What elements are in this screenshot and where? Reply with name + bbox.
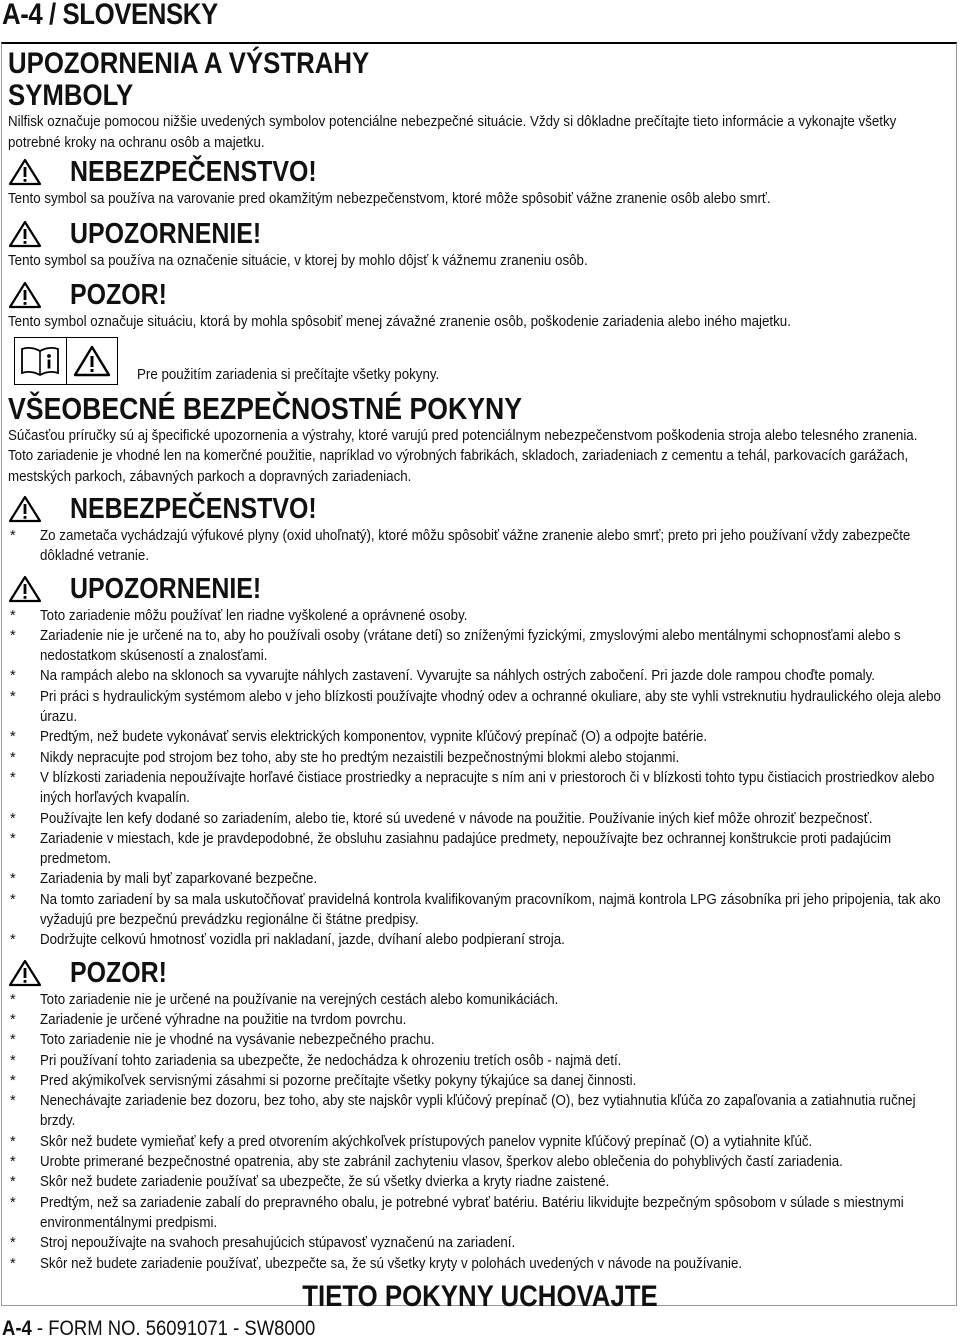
warning-triangle-icon — [8, 220, 42, 248]
bullet-star: * — [10, 932, 16, 949]
bullet-star: * — [10, 1154, 16, 1171]
caution-description: Tento symbol označuje situáciu, ktorá by mohla spôsobiť menej závažné zranenie osôb, poškodenie zariadenia alebo iného majetku. — [8, 314, 791, 330]
list-item — [8, 1071, 952, 1091]
list-item — [8, 990, 952, 1010]
list-item — [8, 748, 952, 768]
list-item-text: Používajte len kefy dodané so zariadením, alebo tie, ktoré sú uvedené v návode na použitie. Používanie iných kief môže ohroziť bezpečnosť. — [40, 810, 873, 827]
list-item-text: Skôr než budete zariadenie používať, ubezpečte sa, že sú všetky kryty v polohách uvedených v návode na používanie. — [40, 1255, 743, 1272]
list-item-text: Predtým, než budete vykonávať servis elektrických komponentov, vypnite kľúčový prepínač (O) a odpojte batérie. — [40, 729, 708, 746]
caution-list — [8, 990, 952, 1274]
warning-heading-2 — [8, 572, 952, 605]
list-item — [8, 1030, 952, 1050]
keep-instructions: TIETO POKYNY UCHOVAJTE — [302, 1279, 658, 1313]
list-item-text: Stroj nepoužívajte na svahoch presahujúcich stúpavosť vyznačenú na zariadení. — [40, 1235, 516, 1252]
bullet-star: * — [10, 607, 16, 624]
bullet-star: * — [10, 1032, 16, 1049]
warning-triangle-icon — [8, 281, 42, 309]
bullet-star: * — [10, 871, 16, 888]
list-item — [8, 1132, 952, 1152]
section-subtitle-symbols: SYMBOLY — [8, 79, 134, 112]
list-item-text: Dodržujte celkovú hmotnosť vozidla pri nakladaní, jazde, dvíhaní alebo podpieraní stroja. — [40, 932, 565, 949]
list-item — [8, 890, 952, 931]
list-item-text: Na rampách alebo na sklonoch sa vyvarujte náhlych zastavení. Vyvarujte sa náhlych ostrých zabočení. Pri jazde dole rampou choďte pomaly. — [40, 668, 875, 685]
general-para-1: Súčasťou príručky sú aj špecifické upozornenia a výstrahy, ktoré varujú pred potenciálnym nebezpečenstvom poškodenia stroja alebo telesného zranenia. — [8, 427, 918, 444]
section-title-warnings: UPOZORNENIA A VÝSTRAHY — [8, 47, 370, 80]
list-item — [8, 626, 952, 667]
warning-triangle-icon — [66, 338, 118, 384]
caution-heading-2 — [8, 956, 952, 989]
list-item-text: Zariadenie v miestach, kde je pravdepodobné, že obsluhu zasiahnu padajúce predmety, nepoužívajte bez ochrannej konštrukcie proti padajúcim predmetom. — [40, 830, 892, 868]
warning-triangle-icon — [8, 158, 42, 186]
list-item — [8, 1051, 952, 1071]
list-item-text: Urobte primerané bezpečnostné opatrenia, aby ste zabránil zachyteniu vlasov, šperkov alebo oblečenia do pohyblivých častí zariadenia. — [40, 1154, 843, 1171]
list-item — [8, 1091, 952, 1132]
warning-description: Tento symbol sa používa na označenie situácie, v ktorej by mohlo dôjsť k vážnemu zraneniu osôb. — [8, 252, 588, 269]
bullet-star: * — [10, 1174, 16, 1191]
warning-triangle-icon — [8, 959, 42, 987]
section-title-general-safety: VŠEOBECNÉ BEZPEČNOSTNÉ POKYNY — [8, 390, 523, 426]
caution-heading — [8, 281, 952, 309]
pictogram-box — [14, 337, 118, 385]
list-item-text: Zariadenie je určené výhradne na použitie na tvrdom povrchu. — [40, 1011, 407, 1028]
bullet-star: * — [10, 1072, 16, 1089]
bullet-star: * — [10, 1133, 16, 1150]
bullet-star: * — [10, 891, 16, 908]
page-footer — [2, 1317, 315, 1341]
pictogram-row — [8, 337, 952, 387]
list-item-text: Zariadenie nie je určené na to, aby ho používali osoby (vrátane detí) so zníženými fyzickými, zmyslovými alebo mentálnymi schopnosťami alebo s nedostatkom skúseností a znalosťami. — [40, 627, 901, 665]
list-item-text: V blízkosti zariadenia nepoužívajte horľavé čistiace prostriedky a nepracujte s ním ani v priestoroch či v blízkosti tohto typu čistiacich prostriedkov alebo iných horľavých kvapalín. — [40, 769, 935, 807]
list-item — [8, 1193, 952, 1234]
bullet-star: * — [10, 830, 16, 847]
page-header-title: A-4 / SLOVENSKY — [2, 0, 218, 31]
warning-title: UPOZORNENIE! — [70, 217, 262, 250]
list-item — [8, 727, 952, 747]
bullet-star: * — [10, 1093, 16, 1110]
list-item — [8, 768, 952, 809]
list-item — [8, 666, 952, 686]
list-item-text: Predtým, než sa zariadenie zabalí do prepravného obalu, je potrebné vybrať batériu. Batériu likvidujte bezpečným spôsobom v súlade s miestnymi environmentálnymi predpismi. — [40, 1194, 904, 1231]
caution-title-2: POZOR! — [70, 956, 167, 989]
footer-form-number: - FORM NO. 56091071 - SW8000 — [31, 1317, 316, 1340]
list-item — [8, 829, 952, 870]
read-manual-icon — [15, 338, 66, 384]
bullet-star: * — [10, 1194, 16, 1211]
general-para-2: Toto zariadenie je vhodné len na komerčné použitie, napríklad vo výrobných fabrikách, skladoch, zariadeniach z cementu a tehál, parkovacích garážach, mestských parkoch, zábavných parkoch a dopravných zariadeniach. — [8, 448, 909, 485]
list-item-text: Toto zariadenie môžu používať len riadne vyškolené a oprávnené osoby. — [40, 607, 468, 624]
list-item-text: Pri práci s hydraulickým systémom alebo v jeho blízkosti používajte vhodný odev a ochranné okuliare, aby ste vyhli vstreknutiu hydraulického oleja alebo úrazu. — [40, 688, 941, 726]
list-item-text: Toto zariadenie nie je určené na používanie na verejných cestách alebo komunikáciách. — [40, 991, 559, 1008]
warning-triangle-icon — [8, 575, 42, 603]
list-item — [8, 687, 952, 728]
list-item — [8, 606, 952, 626]
bullet-star: * — [10, 1235, 16, 1252]
bullet-star: * — [10, 749, 16, 766]
danger-title-2: NEBEZPEČENSTVO! — [70, 493, 317, 525]
bullet-star: * — [10, 769, 16, 786]
warning-triangle-icon — [8, 495, 42, 523]
list-item-text: Toto zariadenie nie je vhodné na vysávanie nebezpečného prachu. — [40, 1032, 435, 1049]
list-item-text: Skôr než budete vymieňať kefy a pred otvorením akýchkoľvek prístupových panelov vypnite kľúčový prepínač (O) a vytiahnite kľúč. — [40, 1133, 813, 1150]
warning-title-2: UPOZORNENIE! — [70, 572, 262, 605]
list-item-text: Nenechávajte zariadenie bez dozoru, bez toho, aby ste najskôr vypli kľúčový prepínač (O), bez vytiahnutia kľúča zo zapaľovania a zatiahnutia ručnej brzdy. — [40, 1093, 916, 1130]
bullet-star: * — [10, 668, 16, 685]
danger-heading-2 — [8, 495, 952, 523]
content — [8, 48, 952, 1314]
list-item — [8, 1010, 952, 1030]
warning-list — [8, 606, 952, 951]
danger-title: NEBEZPEČENSTVO! — [70, 156, 317, 188]
danger-heading — [8, 158, 952, 186]
footer-page-number: A-4 — [2, 1317, 32, 1340]
bullet-star: * — [10, 991, 16, 1008]
bullet-star: * — [10, 1011, 16, 1028]
list-item-text: Pred akýmikoľvek servisnými zásahmi si pozorne prečítajte všetky pokyny týkajúce sa danej činnosti. — [40, 1072, 637, 1089]
list-item — [8, 526, 952, 567]
list-item-text: Skôr než budete zariadenie používať sa ubezpečte, že sú všetky dvierka a kryty riadne zaistené. — [40, 1174, 610, 1191]
bullet-star: * — [10, 528, 16, 544]
bullet-star: * — [10, 688, 16, 705]
bullet-star: * — [10, 1052, 16, 1069]
list-item-text: Zo zametača vychádzajú výfukové plyny (oxid uhoľnatý), ktoré môžu spôsobiť vážne zranenie alebo smrť; preto pri jeho používaní vždy zabezpečte dôkladné vetranie. — [40, 528, 911, 565]
warning-heading — [8, 217, 952, 250]
pictogram-caption: Pre použitím zariadenia si prečítajte všetky pokyny. — [137, 366, 440, 383]
list-item — [8, 930, 952, 950]
danger-description: Tento symbol sa používa na varovanie pred okamžitým nebezpečenstvom, ktoré môže spôsobiť vážne zranenie osôb alebo smrť. — [8, 191, 771, 207]
list-item-text: Pri používaní tohto zariadenia sa ubezpečte, že nedochádza k ohrozeniu tretích osôb - najmä detí. — [40, 1052, 622, 1069]
list-item — [8, 1233, 952, 1253]
symbols-intro: Nilfisk označuje pomocou nižšie uvedených symbolov potenciálne nebezpečné situácie. Vždy si dôkladne prečítajte tieto informácie a vykonajte všetky potrebné kroky na ochranu osôb a majetku. — [8, 114, 897, 151]
bullet-star: * — [10, 1255, 16, 1272]
caution-title: POZOR! — [70, 279, 167, 311]
list-item — [8, 1254, 952, 1274]
list-item-text: Na tomto zariadení by sa mala uskutočňovať pravidelná kontrola kvalifikovaným pracovníkom, najmä kontrola LPG zásobníka pri jeho pripojenia, tak ako vyžadujú pre bezpečnú prevádzku regionálne či štátne predpisy. — [40, 891, 941, 929]
list-item — [8, 1152, 952, 1172]
list-item — [8, 869, 952, 889]
bullet-star: * — [10, 810, 16, 827]
bullet-star: * — [10, 627, 16, 644]
list-item-text: Nikdy nepracujte pod strojom bez toho, aby ste ho predtým nezaistili bezpečnostnými blokmi alebo stojanmi. — [40, 749, 680, 766]
list-item — [8, 809, 952, 829]
danger-list — [8, 526, 952, 567]
list-item — [8, 1172, 952, 1192]
list-item-text: Zariadenia by mali byť zaparkované bezpečne. — [40, 871, 318, 888]
bullet-star: * — [10, 729, 16, 746]
